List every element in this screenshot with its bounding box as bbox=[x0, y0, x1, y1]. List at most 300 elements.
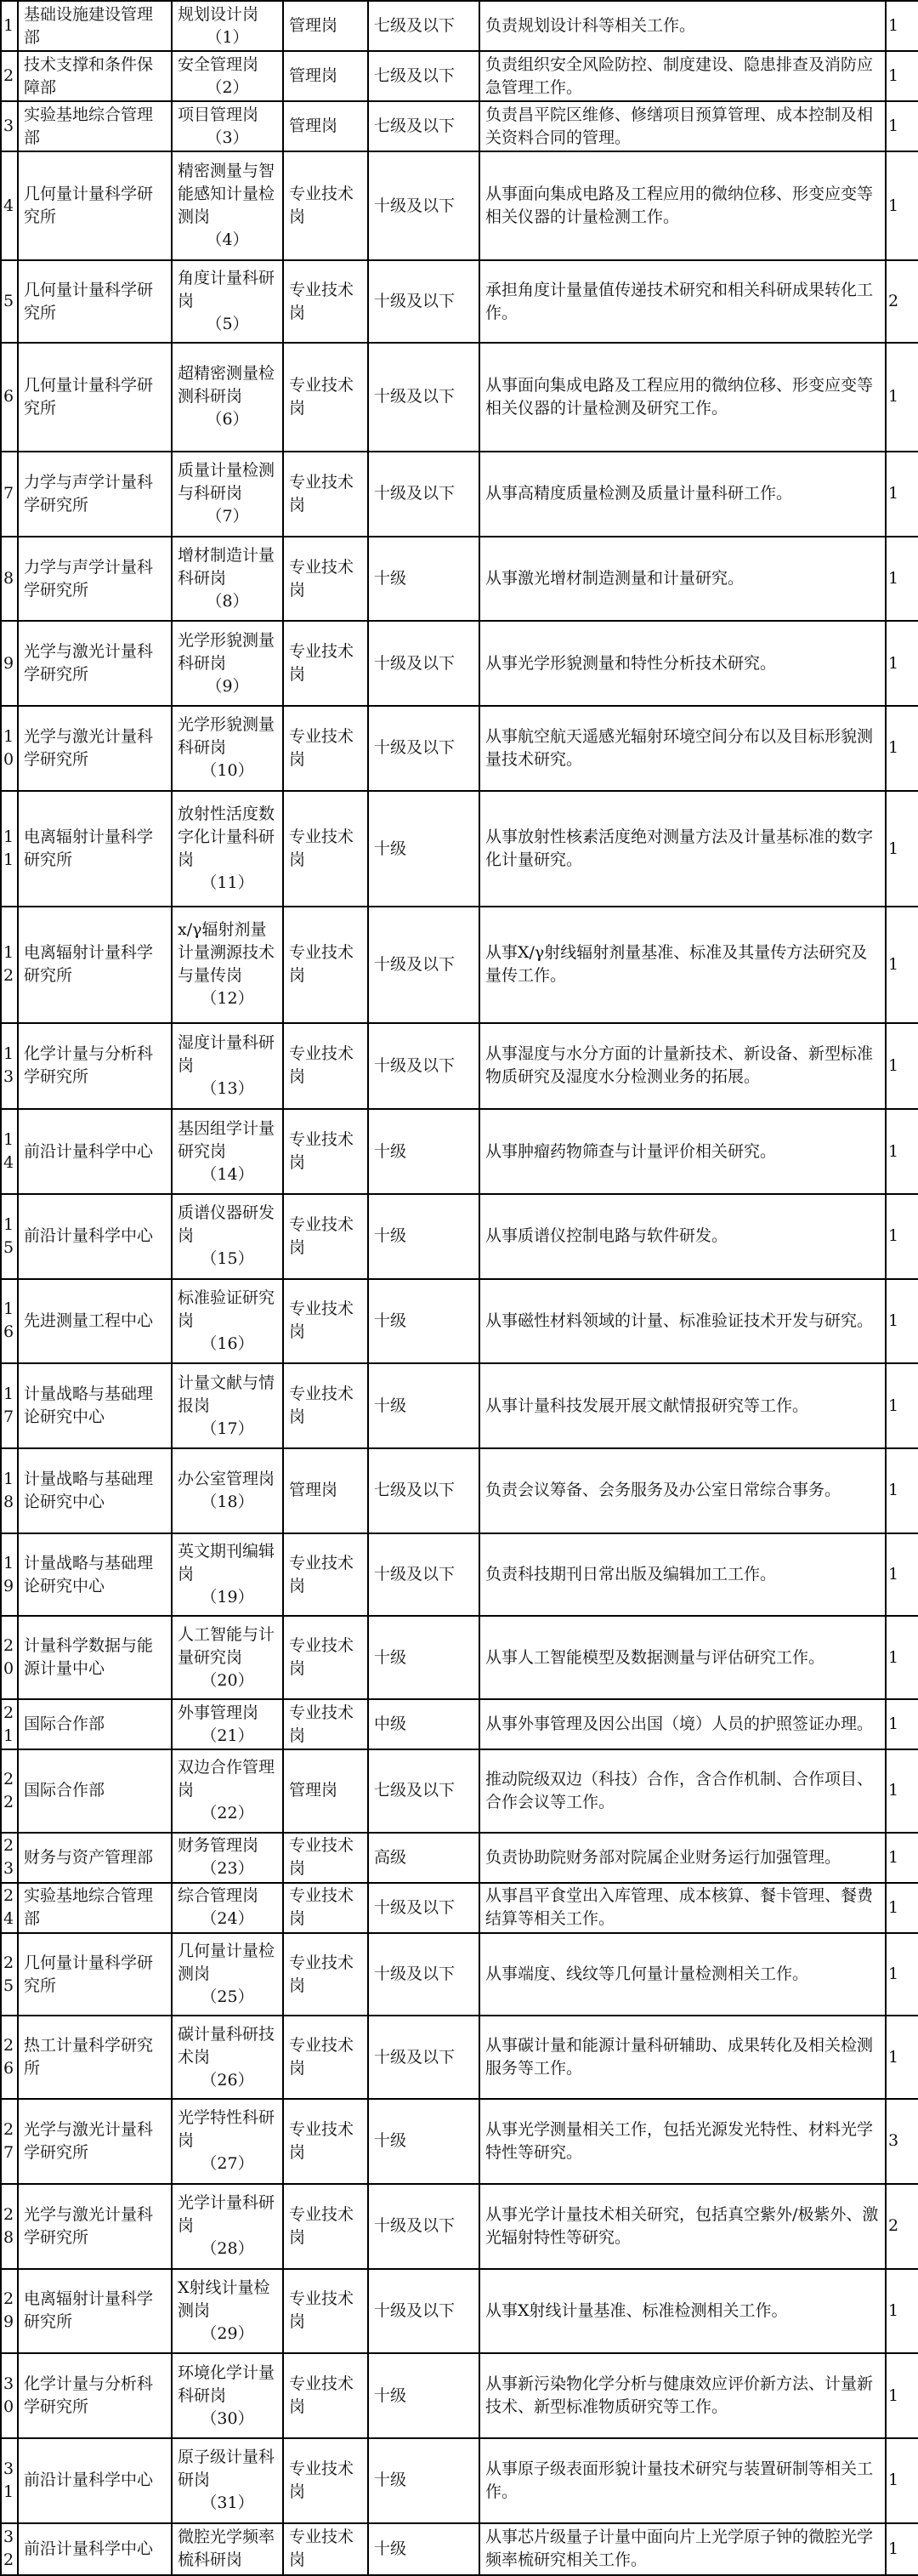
table-row bbox=[1, 151, 918, 260]
post-index-text: （2） bbox=[206, 77, 249, 97]
duty-cell: 从事人工智能模型及数据测量与评估研究工作。 bbox=[479, 1616, 886, 1699]
post-level-cell: 十级及以下 bbox=[368, 1933, 479, 2016]
department-cell: 光学与激光计量科学研究所 bbox=[18, 2184, 172, 2269]
table-row bbox=[1, 101, 918, 151]
department-cell: 财务与资产管理部 bbox=[18, 1833, 172, 1883]
post-level-cell: 七级及以下 bbox=[368, 51, 479, 101]
post-index-text: （27） bbox=[201, 2154, 254, 2174]
row-number-cell: 26 bbox=[1, 2016, 18, 2099]
post-name-cell bbox=[172, 452, 283, 537]
table-row bbox=[1, 1533, 918, 1617]
headcount-cell: 1 bbox=[886, 1833, 918, 1883]
row-number-cell: 29 bbox=[1, 2269, 18, 2354]
department-cell: 计量战略与基础理论研究中心 bbox=[18, 1448, 172, 1533]
department-cell: 前沿计量科学中心 bbox=[18, 2523, 172, 2575]
post-level-cell: 高级 bbox=[368, 1833, 479, 1883]
duty-cell: 承担角度计量量值传递技术研究和相关科研成果转化工作。 bbox=[479, 260, 886, 343]
department-cell: 化学计量与分析科学研究所 bbox=[18, 2353, 172, 2438]
post-type-cell: 专业技术岗 bbox=[283, 1833, 368, 1883]
row-number-cell: 31 bbox=[1, 2438, 18, 2523]
table-row bbox=[1, 1833, 918, 1883]
post-title-text: x/γ辐射剂量计量溯源技术与量传岗 bbox=[178, 920, 275, 986]
post-title-text: 规划设计岗 bbox=[178, 4, 259, 24]
post-name-cell bbox=[172, 1023, 283, 1110]
post-level-cell: 七级及以下 bbox=[368, 101, 479, 151]
department-cell: 化学计量与分析科学研究所 bbox=[18, 1023, 172, 1110]
department-cell: 电离辐射计量科学研究所 bbox=[18, 2269, 172, 2354]
post-name-cell bbox=[172, 1363, 283, 1448]
row-number-cell: 17 bbox=[1, 1363, 18, 1448]
post-type-cell: 专业技术岗 bbox=[283, 1933, 368, 2016]
post-type-cell: 管理岗 bbox=[283, 51, 368, 101]
post-title-text: 财务管理岗 bbox=[178, 1836, 259, 1856]
post-index-text: （18） bbox=[201, 1492, 254, 1511]
post-level-cell: 十级 bbox=[368, 2523, 479, 2575]
table-row bbox=[1, 452, 918, 537]
post-title-text: 光学计量科研岗 bbox=[178, 2193, 275, 2236]
post-level-cell: 十级及以下 bbox=[368, 2269, 479, 2354]
post-title-text: 质谱仪器研发岗 bbox=[178, 1203, 275, 1246]
table-row bbox=[1, 621, 918, 706]
post-type-cell: 专业技术岗 bbox=[283, 2269, 368, 2354]
post-index-text: （28） bbox=[201, 2239, 254, 2259]
department-cell: 计量战略与基础理论研究中心 bbox=[18, 1363, 172, 1448]
row-number-cell: 19 bbox=[1, 1533, 18, 1617]
row-number-cell: 30 bbox=[1, 2353, 18, 2438]
post-name-cell bbox=[172, 1616, 283, 1699]
department-cell: 实验基地综合管理部 bbox=[18, 1883, 172, 1933]
department-cell: 国际合作部 bbox=[18, 1749, 172, 1833]
row-number-cell: 2 bbox=[1, 51, 18, 101]
table-row bbox=[1, 1616, 918, 1699]
headcount-cell: 1 bbox=[886, 537, 918, 622]
post-type-cell: 专业技术岗 bbox=[283, 2016, 368, 2099]
headcount-cell: 1 bbox=[886, 2438, 918, 2523]
post-type-cell: 专业技术岗 bbox=[283, 1363, 368, 1448]
table-row bbox=[1, 2353, 918, 2438]
table-row bbox=[1, 2099, 918, 2184]
duty-cell: 负责科技期刊日常出版及编辑加工工作。 bbox=[479, 1533, 886, 1617]
post-type-cell: 专业技术岗 bbox=[283, 1109, 368, 1194]
duty-cell: 从事面向集成电路及工程应用的微纳位移、形变应变等相关仪器的计量检测工作。 bbox=[479, 151, 886, 260]
table-row bbox=[1, 2438, 918, 2523]
post-level-cell: 十级 bbox=[368, 1616, 479, 1699]
duty-cell: 从事面向集成电路及工程应用的微纳位移、形变应变等相关仪器的计量检测及研究工作。 bbox=[479, 343, 886, 452]
duty-cell: 从事碳计量和能源计量科研辅助、成果转化及相关检测服务等工作。 bbox=[479, 2016, 886, 2099]
duty-cell: 从事原子级表面形貌计量技术研究与装置研制等相关工作。 bbox=[479, 2438, 886, 2523]
post-title-text: 安全管理岗 bbox=[178, 54, 259, 74]
post-title-text: 放射性活度数字化计量科研岗 bbox=[178, 805, 275, 869]
headcount-cell: 1 bbox=[886, 1194, 918, 1279]
department-cell: 几何量计量科学研究所 bbox=[18, 343, 172, 452]
post-type-cell: 管理岗 bbox=[283, 1448, 368, 1533]
post-title-text: 基因组学计量研究岗 bbox=[178, 1118, 275, 1161]
post-name-cell bbox=[172, 791, 283, 907]
table-row bbox=[1, 1933, 918, 2016]
table-row bbox=[1, 2523, 918, 2575]
table-row bbox=[1, 1279, 918, 1364]
post-index-text: （8） bbox=[206, 592, 249, 611]
post-type-cell: 专业技术岗 bbox=[283, 1616, 368, 1699]
post-name-cell bbox=[172, 343, 283, 452]
headcount-cell: 1 bbox=[886, 1699, 918, 1749]
post-index-text: （17） bbox=[201, 1419, 254, 1438]
post-name-cell bbox=[172, 1749, 283, 1833]
post-name-cell bbox=[172, 1109, 283, 1194]
headcount-cell: 1 bbox=[886, 151, 918, 260]
post-index-text: （11） bbox=[201, 873, 254, 892]
post-index-text: （16） bbox=[201, 1333, 254, 1353]
duty-cell: 从事质谱仪控制电路与软件研发。 bbox=[479, 1194, 886, 1279]
row-number-cell: 25 bbox=[1, 1933, 18, 2016]
post-type-cell: 专业技术岗 bbox=[283, 151, 368, 260]
headcount-cell: 1 bbox=[886, 1279, 918, 1364]
post-type-cell: 专业技术岗 bbox=[283, 452, 368, 537]
post-title-text: 湿度计量科研岗 bbox=[178, 1032, 275, 1075]
row-number-cell: 10 bbox=[1, 706, 18, 791]
department-cell: 实验基地综合管理部 bbox=[18, 101, 172, 151]
table-row bbox=[1, 2269, 918, 2354]
post-level-cell: 十级及以下 bbox=[368, 151, 479, 260]
department-cell: 技术支撑和条件保障部 bbox=[18, 51, 172, 101]
post-index-text: （21） bbox=[201, 1726, 254, 1745]
post-type-cell: 专业技术岗 bbox=[283, 343, 368, 452]
row-number-cell: 14 bbox=[1, 1109, 18, 1194]
headcount-cell: 1 bbox=[886, 1883, 918, 1933]
headcount-cell: 2 bbox=[886, 2184, 918, 2269]
row-number-cell: 23 bbox=[1, 1833, 18, 1883]
post-type-cell: 专业技术岗 bbox=[283, 621, 368, 706]
table-row bbox=[1, 1448, 918, 1533]
row-number-cell: 22 bbox=[1, 1749, 18, 1833]
post-name-cell bbox=[172, 1699, 283, 1749]
post-name-cell bbox=[172, 537, 283, 622]
headcount-cell: 1 bbox=[886, 2016, 918, 2099]
department-cell: 光学与激光计量科学研究所 bbox=[18, 2099, 172, 2184]
post-level-cell: 十级及以下 bbox=[368, 907, 479, 1022]
headcount-cell: 1 bbox=[886, 343, 918, 452]
table-row bbox=[1, 791, 918, 907]
post-index-text: （9） bbox=[206, 676, 249, 696]
post-type-cell: 管理岗 bbox=[283, 1, 368, 51]
post-level-cell: 十级 bbox=[368, 1194, 479, 1279]
post-index-text: （1） bbox=[206, 27, 249, 47]
duty-cell: 从事肿瘤药物筛查与计量评价相关研究。 bbox=[479, 1109, 886, 1194]
row-number-cell: 15 bbox=[1, 1194, 18, 1279]
post-title-text: 计量文献与情报岗 bbox=[178, 1373, 275, 1415]
duty-cell: 从事新污染物化学分析与健康效应评价新方法、计量新技术、新型标准物质研究等工作。 bbox=[479, 2353, 886, 2438]
table-row bbox=[1, 2184, 918, 2269]
post-level-cell: 十级及以下 bbox=[368, 2184, 479, 2269]
post-name-cell bbox=[172, 1533, 283, 1617]
post-type-cell: 专业技术岗 bbox=[283, 1023, 368, 1110]
post-name-cell bbox=[172, 2269, 283, 2354]
duty-cell: 从事光学计量技术相关研究，包括真空紫外/极紫外、激光辐射特性等研究。 bbox=[479, 2184, 886, 2269]
department-cell: 光学与激光计量科学研究所 bbox=[18, 621, 172, 706]
headcount-cell: 1 bbox=[886, 101, 918, 151]
post-title-text: 质量计量检测与科研岗 bbox=[178, 461, 275, 503]
post-title-text: 光学特性科研岗 bbox=[178, 2108, 275, 2151]
post-index-text: （4） bbox=[206, 230, 249, 250]
row-number-cell: 20 bbox=[1, 1616, 18, 1699]
post-level-cell: 十级 bbox=[368, 537, 479, 622]
post-index-text: （29） bbox=[201, 2323, 254, 2343]
post-index-text: （22） bbox=[201, 1804, 254, 1823]
post-index-text: （5） bbox=[206, 315, 249, 334]
post-level-cell: 十级 bbox=[368, 791, 479, 907]
row-number-cell: 32 bbox=[1, 2523, 18, 2575]
duty-cell: 从事高精度质量检测及质量计量科研工作。 bbox=[479, 452, 886, 537]
post-type-cell: 专业技术岗 bbox=[283, 2184, 368, 2269]
post-index-text: （31） bbox=[201, 2494, 254, 2513]
headcount-cell: 1 bbox=[886, 2523, 918, 2575]
post-title-text: 光学形貌测量科研岗 bbox=[178, 630, 275, 673]
row-number-cell: 16 bbox=[1, 1279, 18, 1364]
post-title-text: 角度计量科研岗 bbox=[178, 269, 275, 311]
headcount-cell: 1 bbox=[886, 1933, 918, 2016]
department-cell: 热工计量科学研究所 bbox=[18, 2016, 172, 2099]
post-title-text: 项目管理岗 bbox=[178, 105, 259, 124]
row-number-cell: 12 bbox=[1, 907, 18, 1022]
table-row bbox=[1, 51, 918, 101]
post-index-text: （7） bbox=[206, 507, 249, 526]
duty-cell: 从事光学形貌测量和特性分析技术研究。 bbox=[479, 621, 886, 706]
table-row bbox=[1, 343, 918, 452]
duty-cell: 从事光学测量相关工作，包括光源发光特性、材料光学特性等研究。 bbox=[479, 2099, 886, 2184]
post-title-text: 碳计量科研技术岗 bbox=[178, 2024, 275, 2067]
post-type-cell: 专业技术岗 bbox=[283, 1279, 368, 1364]
post-type-cell: 管理岗 bbox=[283, 101, 368, 151]
post-type-cell: 专业技术岗 bbox=[283, 2353, 368, 2438]
post-name-cell bbox=[172, 51, 283, 101]
post-level-cell: 中级 bbox=[368, 1699, 479, 1749]
row-number-cell: 1 bbox=[1, 1, 18, 51]
post-name-cell bbox=[172, 907, 283, 1022]
post-name-cell bbox=[172, 1933, 283, 2016]
post-level-cell: 十级及以下 bbox=[368, 621, 479, 706]
post-index-text: （20） bbox=[201, 1670, 254, 1690]
department-cell: 先进测量工程中心 bbox=[18, 1279, 172, 1364]
headcount-cell: 1 bbox=[886, 621, 918, 706]
post-name-cell bbox=[172, 151, 283, 260]
post-title-text: 原子级计量科研岗 bbox=[178, 2448, 275, 2490]
post-name-cell bbox=[172, 1279, 283, 1364]
table-row bbox=[1, 1699, 918, 1749]
department-cell: 计量战略与基础理论研究中心 bbox=[18, 1533, 172, 1617]
table-row bbox=[1, 260, 918, 343]
post-type-cell: 专业技术岗 bbox=[283, 2438, 368, 2523]
post-name-cell bbox=[172, 101, 283, 151]
row-number-cell: 11 bbox=[1, 791, 18, 907]
department-cell: 电离辐射计量科学研究所 bbox=[18, 791, 172, 907]
post-level-cell: 十级及以下 bbox=[368, 1883, 479, 1933]
department-cell: 前沿计量科学中心 bbox=[18, 1109, 172, 1194]
row-number-cell: 4 bbox=[1, 151, 18, 260]
post-name-cell: 微腔光学频率梳科研岗 bbox=[172, 2523, 283, 2575]
post-level-cell: 十级及以下 bbox=[368, 1023, 479, 1110]
department-cell: 计量科学数据与能源计量中心 bbox=[18, 1616, 172, 1699]
post-index-text: （6） bbox=[206, 410, 249, 429]
row-number-cell: 5 bbox=[1, 260, 18, 343]
post-type-cell: 专业技术岗 bbox=[283, 1883, 368, 1933]
post-title-text: X射线计量检测岗 bbox=[178, 2277, 270, 2320]
row-number-cell: 8 bbox=[1, 537, 18, 622]
post-title-text: 几何量计量检测岗 bbox=[178, 1942, 275, 1984]
duty-cell: 负责会议筹备、会务服务及办公室日常综合事务。 bbox=[479, 1448, 886, 1533]
post-title-text: 办公室管理岗 bbox=[178, 1469, 275, 1488]
post-title-text: 超精密测量检测科研岗 bbox=[178, 364, 275, 407]
row-number-cell: 18 bbox=[1, 1448, 18, 1533]
department-cell: 前沿计量科学中心 bbox=[18, 2438, 172, 2523]
headcount-cell: 1 bbox=[886, 2269, 918, 2354]
post-type-cell: 专业技术岗 bbox=[283, 907, 368, 1022]
row-number-cell: 27 bbox=[1, 2099, 18, 2184]
post-name-cell bbox=[172, 621, 283, 706]
duty-cell: 从事昌平食堂出入库管理、成本核算、餐卡管理、餐费结算等相关工作。 bbox=[479, 1883, 886, 1933]
post-level-cell: 十级及以下 bbox=[368, 706, 479, 791]
duty-cell: 从事X/γ射线辐射剂量基准、标准及其量传方法研究及量传工作。 bbox=[479, 907, 886, 1022]
headcount-cell: 1 bbox=[886, 706, 918, 791]
table-body bbox=[1, 1, 918, 2575]
department-cell: 电离辐射计量科学研究所 bbox=[18, 907, 172, 1022]
post-type-cell: 专业技术岗 bbox=[283, 706, 368, 791]
post-name-cell bbox=[172, 1883, 283, 1933]
post-index-text: （10） bbox=[201, 761, 254, 781]
post-title-text: 综合管理岗 bbox=[178, 1886, 259, 1906]
department-cell: 几何量计量科学研究所 bbox=[18, 260, 172, 343]
post-name-cell bbox=[172, 2353, 283, 2438]
department-cell: 几何量计量科学研究所 bbox=[18, 151, 172, 260]
post-name-cell bbox=[172, 706, 283, 791]
duty-cell: 从事计量科技发展开展文献情报研究等工作。 bbox=[479, 1363, 886, 1448]
post-name-cell bbox=[172, 1194, 283, 1279]
duty-cell: 从事湿度与水分方面的计量新技术、新设备、新型标准物质研究及湿度水分检测业务的拓展。 bbox=[479, 1023, 886, 1110]
headcount-cell: 1 bbox=[886, 791, 918, 907]
post-name-cell bbox=[172, 1, 283, 51]
department-cell: 光学与激光计量科学研究所 bbox=[18, 706, 172, 791]
post-level-cell: 十级 bbox=[368, 1109, 479, 1194]
post-index-text: （12） bbox=[201, 989, 254, 1009]
post-index-text: （3） bbox=[206, 128, 249, 147]
row-number-cell: 9 bbox=[1, 621, 18, 706]
post-level-cell: 十级及以下 bbox=[368, 343, 479, 452]
post-level-cell: 十级及以下 bbox=[368, 1533, 479, 1617]
department-cell: 基础设施建设管理部 bbox=[18, 1, 172, 51]
post-index-text: （26） bbox=[201, 2070, 254, 2090]
headcount-cell: 1 bbox=[886, 2353, 918, 2438]
department-cell: 国际合作部 bbox=[18, 1699, 172, 1749]
post-index-text: （19） bbox=[201, 1588, 254, 1607]
row-number-cell: 28 bbox=[1, 2184, 18, 2269]
row-number-cell: 24 bbox=[1, 1883, 18, 1933]
table-row bbox=[1, 1363, 918, 1448]
department-cell: 力学与声学计量科学研究所 bbox=[18, 452, 172, 537]
post-name-cell bbox=[172, 1448, 283, 1533]
duty-cell: 从事X射线计量基准、标准检测相关工作。 bbox=[479, 2269, 886, 2354]
post-index-text: （23） bbox=[201, 1859, 254, 1879]
duty-cell: 从事放射性核素活度绝对测量方法及计量基标准的数字化计量研究。 bbox=[479, 791, 886, 907]
post-title-text: 外事管理岗 bbox=[178, 1703, 259, 1722]
post-level-cell: 十级及以下 bbox=[368, 2016, 479, 2099]
duty-cell: 负责规划设计科等相关工作。 bbox=[479, 1, 886, 51]
post-level-cell: 七级及以下 bbox=[368, 1, 479, 51]
post-type-cell: 专业技术岗 bbox=[283, 791, 368, 907]
row-number-cell: 21 bbox=[1, 1699, 18, 1749]
table-row bbox=[1, 537, 918, 622]
headcount-cell: 1 bbox=[886, 1, 918, 51]
post-title-text: 光学形貌测量科研岗 bbox=[178, 715, 275, 758]
post-type-cell: 专业技术岗 bbox=[283, 1533, 368, 1617]
table-row bbox=[1, 1023, 918, 1110]
table-row bbox=[1, 2016, 918, 2099]
post-index-text: （25） bbox=[201, 1987, 254, 2007]
post-name-cell bbox=[172, 260, 283, 343]
duty-cell: 负责组织安全风险防控、制度建设、隐患排查及消防应急管理工作。 bbox=[479, 51, 886, 101]
post-type-cell: 专业技术岗 bbox=[283, 537, 368, 622]
duty-cell: 负责协助院财务部对院属企业财务运行加强管理。 bbox=[479, 1833, 886, 1883]
post-type-cell: 专业技术岗 bbox=[283, 1699, 368, 1749]
headcount-cell: 1 bbox=[886, 452, 918, 537]
department-cell: 几何量计量科学研究所 bbox=[18, 1933, 172, 2016]
headcount-cell: 1 bbox=[886, 1023, 918, 1110]
post-level-cell: 七级及以下 bbox=[368, 1448, 479, 1533]
post-level-cell: 十级 bbox=[368, 1363, 479, 1448]
duty-cell: 从事激光增材制造测量和计量研究。 bbox=[479, 537, 886, 622]
post-title-text: 英文期刊编辑岗 bbox=[178, 1542, 275, 1584]
post-index-text: （30） bbox=[201, 2408, 254, 2428]
post-level-cell: 十级 bbox=[368, 2438, 479, 2523]
post-type-cell: 专业技术岗 bbox=[283, 1194, 368, 1279]
table-row bbox=[1, 1883, 918, 1933]
duty-cell: 从事端度、线纹等几何量计量检测相关工作。 bbox=[479, 1933, 886, 2016]
post-name-cell bbox=[172, 2184, 283, 2269]
headcount-cell: 1 bbox=[886, 907, 918, 1022]
post-title-text: 双边合作管理岗 bbox=[178, 1758, 275, 1800]
headcount-cell: 1 bbox=[886, 1749, 918, 1833]
post-type-cell: 专业技术岗 bbox=[283, 2099, 368, 2184]
duty-cell: 从事磁性材料领域的计量、标准验证技术开发与研究。 bbox=[479, 1279, 886, 1364]
headcount-cell: 3 bbox=[886, 2099, 918, 2184]
headcount-cell: 1 bbox=[886, 1533, 918, 1617]
post-index-text: （15） bbox=[201, 1249, 254, 1269]
post-level-cell: 十级及以下 bbox=[368, 260, 479, 343]
post-title-text: 环境化学计量科研岗 bbox=[178, 2363, 275, 2405]
duty-cell: 推动院级双边（科技）合作，含合作机制、合作项目、合作会议等工作。 bbox=[479, 1749, 886, 1833]
table-row bbox=[1, 706, 918, 791]
headcount-cell: 1 bbox=[886, 51, 918, 101]
table-row bbox=[1, 1, 918, 51]
duty-cell: 从事芯片级量子计量中面向片上光学原子钟的微腔光学频率梳研究相关工作。 bbox=[479, 2523, 886, 2575]
headcount-cell: 1 bbox=[886, 1109, 918, 1194]
post-index-text: （13） bbox=[201, 1078, 254, 1098]
duty-cell: 从事外事管理及因公出国（境）人员的护照签证办理。 bbox=[479, 1699, 886, 1749]
headcount-cell: 1 bbox=[886, 1448, 918, 1533]
row-number-cell: 3 bbox=[1, 101, 18, 151]
post-level-cell: 十级 bbox=[368, 1279, 479, 1364]
post-type-cell: 专业技术岗 bbox=[283, 260, 368, 343]
department-cell: 力学与声学计量科学研究所 bbox=[18, 537, 172, 622]
headcount-cell: 1 bbox=[886, 1616, 918, 1699]
row-number-cell: 7 bbox=[1, 452, 18, 537]
post-index-text: （24） bbox=[201, 1909, 254, 1929]
post-level-cell: 十级 bbox=[368, 2353, 479, 2438]
post-index-text: （14） bbox=[201, 1164, 254, 1184]
headcount-cell: 1 bbox=[886, 1363, 918, 1448]
headcount-cell: 2 bbox=[886, 260, 918, 343]
department-cell: 前沿计量科学中心 bbox=[18, 1194, 172, 1279]
post-level-cell: 七级及以下 bbox=[368, 1749, 479, 1833]
post-name-cell bbox=[172, 2099, 283, 2184]
